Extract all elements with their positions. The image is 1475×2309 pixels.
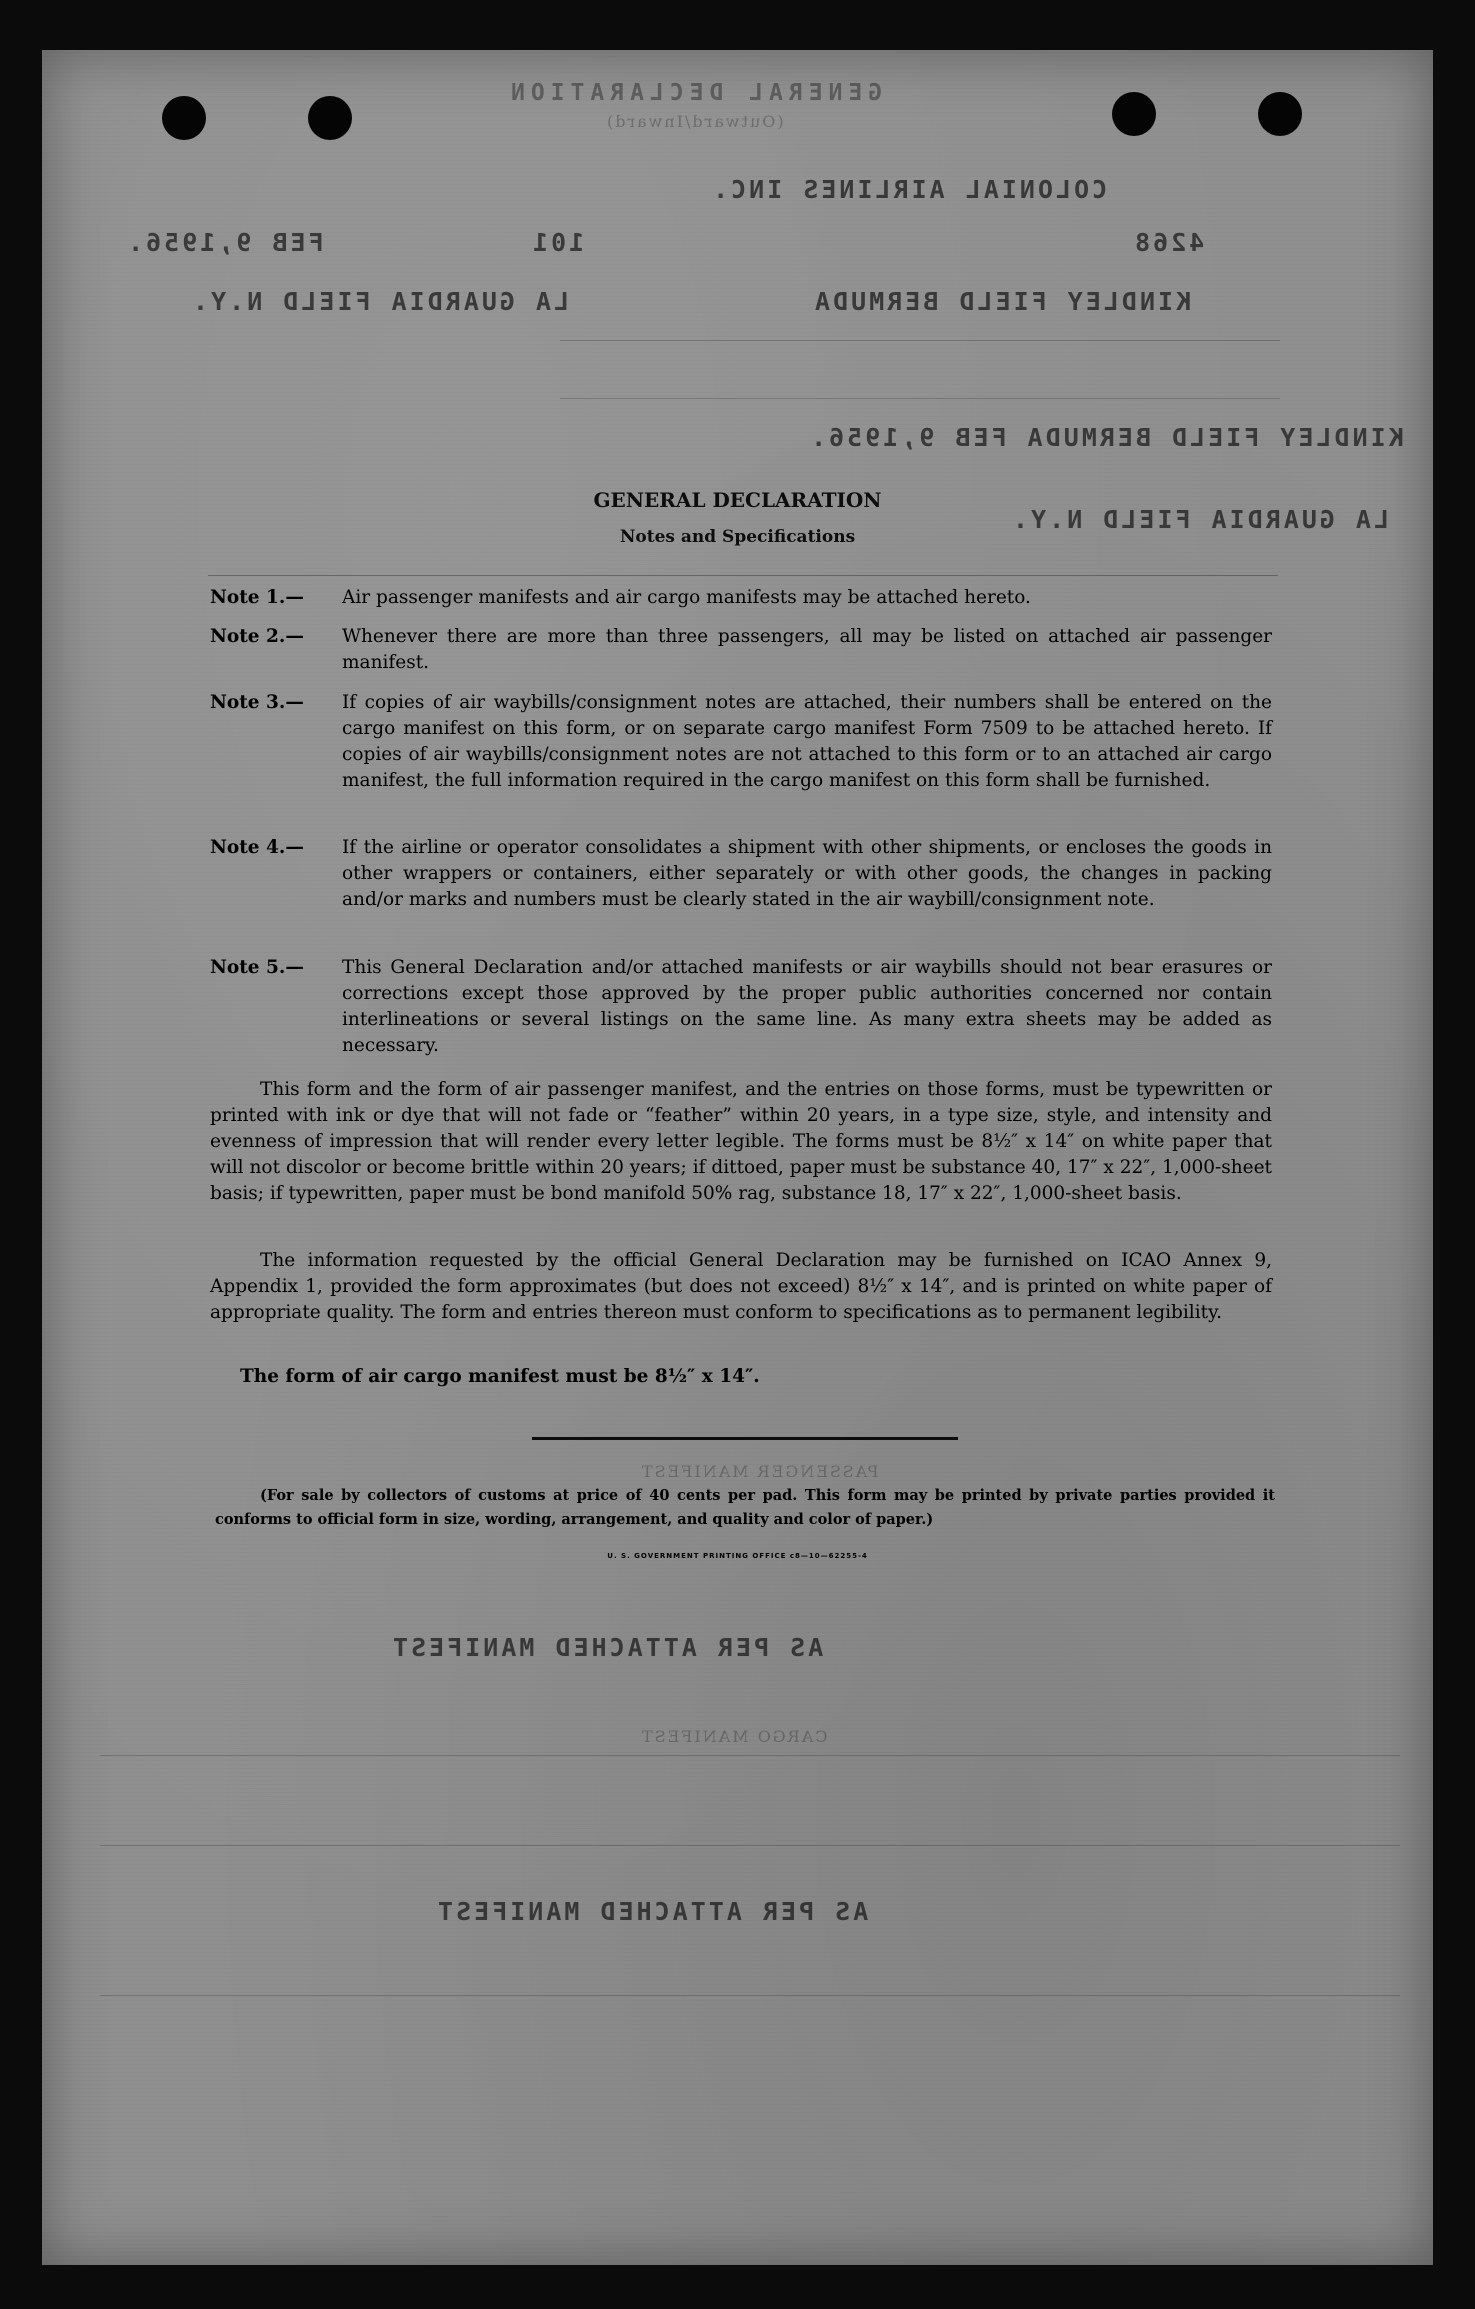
- punch-hole: [1112, 92, 1156, 136]
- note-1: [210, 585, 1272, 611]
- page-title: GENERAL DECLARATION: [593, 488, 882, 512]
- printer-imprint: U. S. GOVERNMENT PRINTING OFFICE c8—10—62255-4: [607, 1552, 868, 1560]
- ghost-form-title: GENERAL DECLARATION: [505, 80, 883, 106]
- note-label: Note 3.—: [210, 692, 304, 713]
- note-text: If copies of air waybills/consignment notes are attached, their numbers shall be entered on the cargo manifest on this form, or on separate cargo manifest Form 7509 to be attached hereto. If copies of air waybills/consignment notes are not attached to this form or to an attached air cargo manifest, the full information required in the cargo manifest on this form shall be furnished.: [342, 692, 1272, 791]
- note-label: Note 1.—: [210, 587, 304, 608]
- ghost-cargo-note: AS PER ATTACHED MANIFEST: [435, 1897, 869, 1926]
- sale-notice: (For sale by collectors of customs at price of 40 cents per pad. This form may be printed by private parties provided it conforms to official form in size, wording, arrangement, and quality and color of paper.): [215, 1487, 1275, 1528]
- ghost-form-subtitle: (Outward/Inward): [605, 112, 784, 131]
- ghost-rule: [100, 1995, 1400, 1996]
- note-text: If the airline or operator consolidates a shipment with other shipments, or encloses the goods in other wrappers or containers, either separately or with other goods, the changes in packing and/or marks and numbers must be clearly stated in the air waybill/consignment note.: [342, 837, 1272, 910]
- ghost-place-date: KINDLEY FIELD BERMUDA FEB 9,1956.: [808, 423, 1404, 452]
- ghost-rule: [100, 1845, 1400, 1846]
- legibility-paragraph: This form and the form of air passenger manifest, and the entries on those forms, must be typewritten or printed with ink or dye that will not fade or “feather” within 20 years, in a type size, style, and intensity and evenness of impression that will render every letter legible. The forms must be 8½″ x 14″ on white paper that will not discolor or become brittle within 20 years; if dittoed, paper must be substance 40, 17″ x 22″, 1,000-sheet basis; if typewritten, paper must be bond manifold 50% rag, substance 18, 17″ x 22″, 1,000-sheet basis.: [210, 1079, 1272, 1204]
- punch-hole: [162, 96, 206, 140]
- note-4: [210, 835, 1272, 913]
- note-2: [210, 624, 1272, 676]
- note-text: Whenever there are more than three passengers, all may be listed on attached air passenger manifest.: [342, 626, 1272, 673]
- note-label: Note 4.—: [210, 837, 304, 858]
- punch-hole: [308, 96, 352, 140]
- ghost-arrival: LA GUARDIA FIELD N.Y.: [190, 287, 570, 316]
- ghost-date: FEB 9,1956.: [125, 228, 324, 257]
- ghost-destination: LA GUARDIA FIELD N.Y.: [1010, 505, 1390, 534]
- ghost-flight-number: 4268: [1132, 228, 1205, 257]
- ghost-rule: [560, 340, 1280, 341]
- punch-hole: [1258, 92, 1302, 136]
- ghost-passenger-note: AS PER ATTACHED MANIFEST: [390, 1633, 824, 1662]
- note-text: This General Declaration and/or attached manifests or air waybills should not bear erasures or corrections except those approved by the proper public authorities concerned nor contain interlineations or several listings on the same line. As many extra sheets may be added as necessary.: [342, 957, 1272, 1056]
- note-label: Note 5.—: [210, 957, 304, 978]
- ghost-flight-number-2: 101: [530, 228, 585, 257]
- note-3: [210, 690, 1272, 794]
- ghost-departure: KINDLEY FIELD BERMUDA: [812, 287, 1192, 316]
- page-subtitle: Notes and Specifications: [619, 527, 856, 547]
- note-text: Air passenger manifests and air cargo manifests may be attached hereto.: [342, 587, 1031, 608]
- divider-rule: [532, 1437, 958, 1440]
- ghost-passenger-heading: PASSENGER MANIFEST: [640, 1462, 879, 1481]
- ghost-rule: [560, 398, 1280, 399]
- note-label: Note 2.—: [210, 626, 304, 647]
- ghost-rule: [100, 1755, 1400, 1756]
- ghost-cargo-heading: CARGO MANIFEST: [640, 1727, 828, 1746]
- divider: [208, 575, 1278, 576]
- note-5: [210, 955, 1272, 1059]
- ghost-airline: COLONIAL AIRLINES INC.: [710, 175, 1108, 204]
- icao-paragraph: The information requested by the official General Declaration may be furnished on ICAO Annex 9, Appendix 1, provided the form approximates (but does not exceed) 8½″ x 14″, and is printed on white paper of appropriate quality. The form and entries thereon must conform to specifications as to permanent legibility.: [210, 1250, 1272, 1323]
- cargo-manifest-size-note: The form of air cargo manifest must be 8½″ x 14″.: [240, 1366, 760, 1387]
